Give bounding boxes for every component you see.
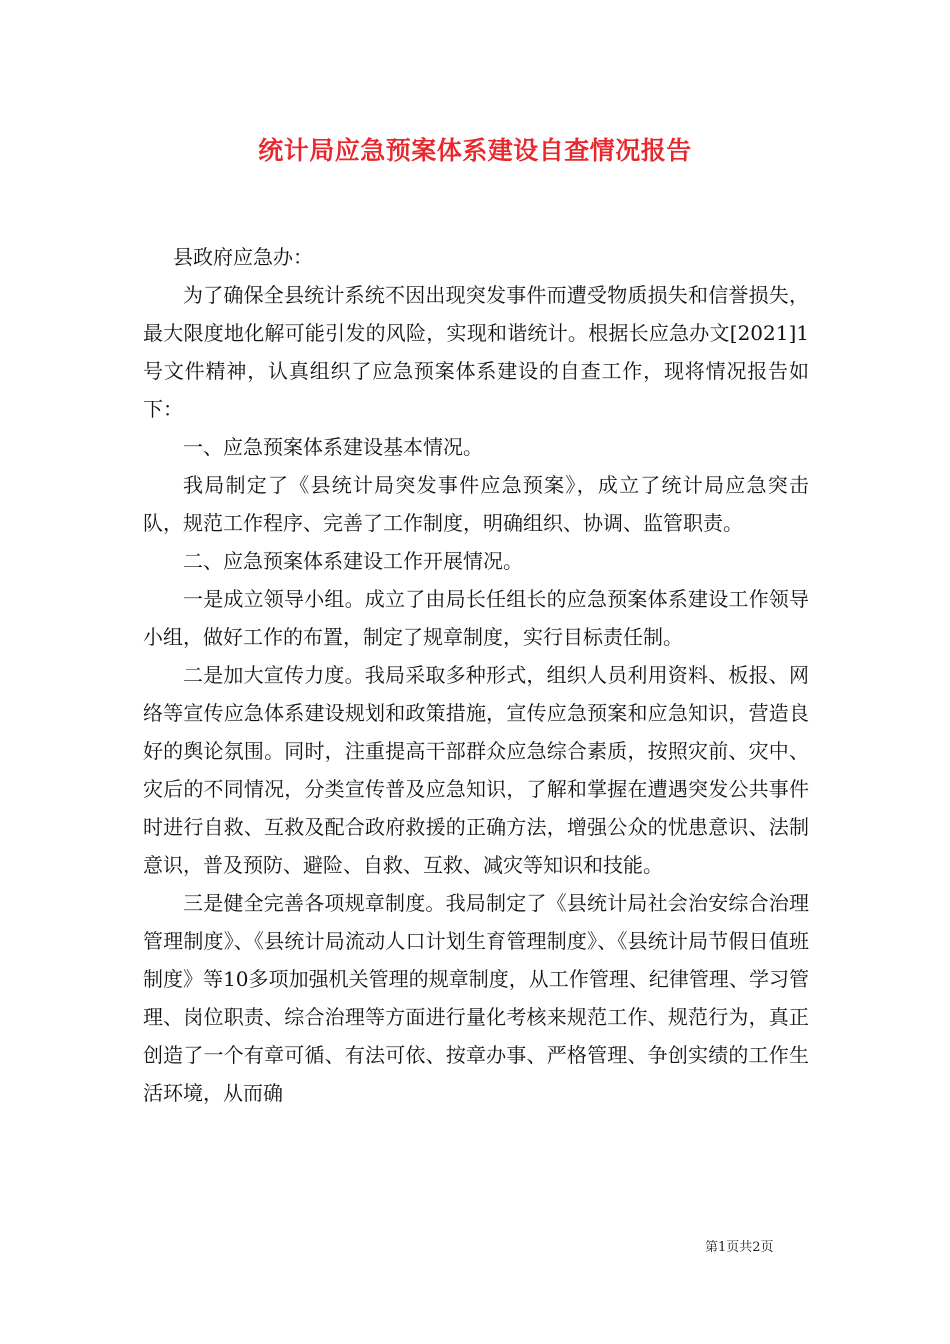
section-heading-2: 二、应急预案体系建设工作开展情况。 bbox=[183, 549, 523, 573]
paragraph-intro: 为了确保全县统计系统不因出现突发事件而遭受物质损失和信誉损失，最大限度地化解可能引发的风险，实现和谐统计。根据长应急办文[2021]1号文件精神，认真组织了应急预案体系建设的自查工作，现将情况报告如下： bbox=[143, 283, 809, 421]
section-heading-1: 一、应急预案体系建设基本情况。 bbox=[183, 435, 483, 459]
page-indicator: 第1页共2页 bbox=[705, 1240, 774, 1255]
paragraph-leading-group: 一是成立领导小组。成立了由局长任组长的应急预案体系建设工作领导小组，做好工作的布置，制定了规章制度，实行目标责任制。 bbox=[143, 587, 809, 649]
salutation: 县政府应急办： bbox=[173, 245, 313, 269]
paragraph-publicity: 二是加大宣传力度。我局采取多种形式，组织人员利用资料、板报、网络等宣传应急体系建设规划和政策措施，宣传应急预案和应急知识，营造良好的舆论氛围。同时，注重提高干部群众应急综合素质，按照灾前、灾中、灾后的不同情况，分类宣传普及应急知识，了解和掌握在遭遇突发公共事件时进行自救、互救及配合政府救援的正确方法，增强公众的忧患意识、法制意识，普及预防、避险、自救、互救、减灾等知识和技能。 bbox=[143, 663, 809, 877]
paragraph-regulations: 三是健全完善各项规章制度。我局制定了《县统计局社会治安综合治理管理制度》、《县统计局流动人口计划生育管理制度》、《县统计局节假日值班制度》等10多项加强机关管理的规章制度，从工作管理、纪律管理、学习管理、岗位职责、综合治理等方面进行量化考核来规范工作、规范行为，真正创造了一个有章可循、有法可依、按章办事、严格管理、争创实绩的工作生活环境，从而确 bbox=[143, 891, 809, 1105]
paragraph-basic-situation: 我局制定了《县统计局突发事件应急预案》，成立了统计局应急突击队，规范工作程序、完善了工作制度，明确组织、协调、监管职责。 bbox=[143, 473, 809, 535]
document-body bbox=[143, 238, 809, 1112]
document-title: 统计局应急预案体系建设自查情况报告 bbox=[258, 136, 692, 165]
